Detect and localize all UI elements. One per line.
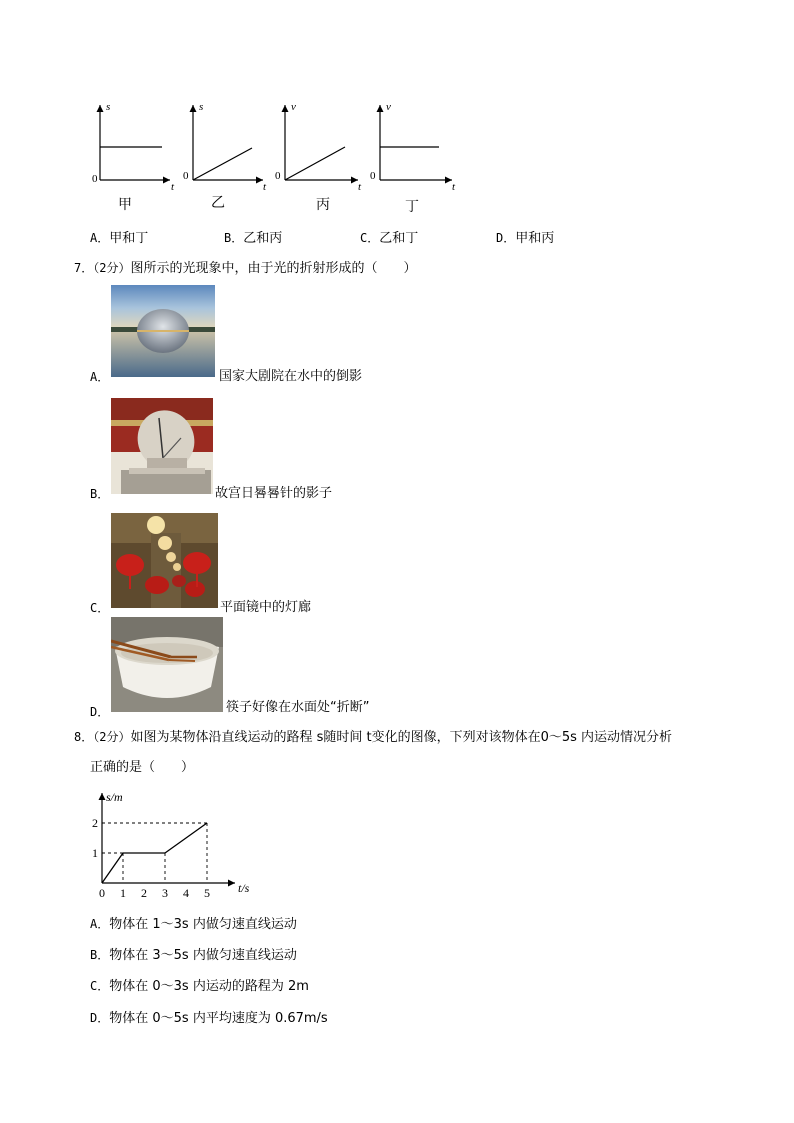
q7-option-a-letter: A． (90, 370, 110, 384)
q8-option-c-text: 物体在 0～3s 内运动的路程为 2m (109, 979, 309, 994)
graph-jia-caption: 甲 (118, 198, 132, 213)
graph-yi-caption: 乙 (211, 196, 225, 211)
q8-option-c-letter: C． (90, 979, 110, 993)
q8-stem-text-1: 如图为某物体沿直线运动的路程 s随时间 t变化的图像，下列对该物体在0～5s 内运动情况分析 (130, 730, 673, 745)
q8-number: 8． (74, 730, 94, 744)
q6-graphs (80, 95, 480, 225)
q7-photo-b (111, 398, 213, 494)
q7-option-a-caption: 国家大剧院在水中的倒影 (219, 369, 363, 384)
q7-stem (74, 260, 416, 277)
q6-option-c-letter: C． (360, 231, 380, 245)
q8-option-c[interactable] (90, 978, 309, 995)
q6-option-b-letter: B． (224, 231, 244, 245)
q8-x-tick-label: 2 (141, 886, 147, 900)
q8-option-a-letter: A． (90, 917, 110, 931)
graph-bing-y-axis: v (291, 101, 296, 113)
q6-option-a[interactable] (90, 230, 148, 247)
graph-bing-x-axis: t (358, 181, 362, 193)
graph-ding (370, 101, 456, 215)
q8-option-a-text: 物体在 1～3s 内做匀速直线运动 (109, 917, 297, 932)
q8-chart (80, 785, 280, 905)
q7-photo-d (111, 617, 223, 712)
q6-option-d-text: 甲和丙 (515, 231, 555, 246)
q7-number: 7． (74, 261, 94, 275)
graph-jia-origin: 0 (92, 173, 98, 185)
q8-option-a[interactable] (90, 916, 297, 933)
q8-option-b[interactable] (90, 947, 297, 964)
q8-y-label: s/m (106, 790, 123, 804)
q8-x-tick-label: 0 (99, 886, 105, 900)
graph-jia (92, 101, 175, 213)
q8-option-d-text: 物体在 0～5s 内平均速度为 0.67m/s (109, 1011, 328, 1026)
q7-option-d[interactable] (90, 704, 109, 721)
q8-stem-line2: 正确的是（ ） (90, 760, 195, 775)
q6-option-b[interactable] (224, 230, 282, 247)
q8-y-tick-label: 2 (92, 816, 98, 830)
q8-x-tick-label: 3 (162, 886, 168, 900)
q8-line-segment (102, 853, 123, 883)
q7-option-a[interactable] (90, 369, 109, 386)
graph-ding-y-axis: v (386, 101, 391, 113)
q7-option-c-caption: 平面镜中的灯廊 (220, 600, 312, 615)
graph-ding-x-axis: t (452, 181, 456, 193)
q8-x-tick-label: 4 (183, 886, 189, 900)
graph-jia-x-axis: t (171, 181, 175, 193)
graph-yi-y-axis: s (199, 101, 204, 113)
q7-stem-text: 图所示的光现象中，由于光的折射形成的（ ） (130, 261, 417, 276)
q6-option-c-text: 乙和丁 (379, 231, 419, 246)
q7-option-d-caption: 筷子好像在水面处“折断” (226, 700, 370, 715)
q7-option-b-letter: B． (90, 487, 110, 501)
q8-option-d-letter: D． (90, 1011, 110, 1025)
q6-option-d-letter: D． (496, 231, 516, 245)
graph-ding-caption: 丁 (405, 200, 419, 215)
graph-yi-origin: 0 (183, 170, 189, 182)
q8-line-segment (165, 823, 207, 853)
q8-x-tick-label: 5 (204, 886, 210, 900)
q6-option-b-text: 乙和丙 (243, 231, 283, 246)
q7-option-d-letter: D． (90, 705, 110, 719)
q6-option-a-letter: A． (90, 231, 110, 245)
q8-option-b-text: 物体在 3～5s 内做匀速直线运动 (109, 948, 297, 963)
q8-x-tick-label: 1 (120, 886, 126, 900)
q6-option-c[interactable] (360, 230, 418, 247)
q8-option-d[interactable] (90, 1010, 328, 1027)
q7-points: （2分） (93, 261, 131, 275)
q8-points: （2分） (93, 730, 131, 744)
q8-x-label: t/s (238, 881, 250, 895)
graph-ding-origin: 0 (370, 170, 376, 182)
q7-option-c-letter: C． (90, 601, 110, 615)
graph-bing-origin: 0 (275, 170, 281, 182)
graph-bing-caption: 丙 (316, 198, 330, 213)
q8-y-tick-label: 1 (92, 846, 98, 860)
q8-option-b-letter: B． (90, 948, 110, 962)
q7-option-b-caption: 故宫日晷晷针的影子 (215, 486, 333, 501)
q7-option-c[interactable] (90, 600, 109, 617)
q7-option-b[interactable] (90, 486, 109, 503)
q8-stem-line1 (74, 729, 672, 746)
graph-yi (183, 101, 267, 211)
q7-photo-a (111, 285, 215, 377)
graph-yi-x-axis: t (263, 181, 267, 193)
graph-bing (275, 101, 362, 213)
graph-jia-y-axis: s (106, 101, 111, 113)
q6-option-a-text: 甲和丁 (109, 231, 149, 246)
q6-option-d[interactable] (496, 230, 554, 247)
q7-photo-c (111, 513, 218, 608)
